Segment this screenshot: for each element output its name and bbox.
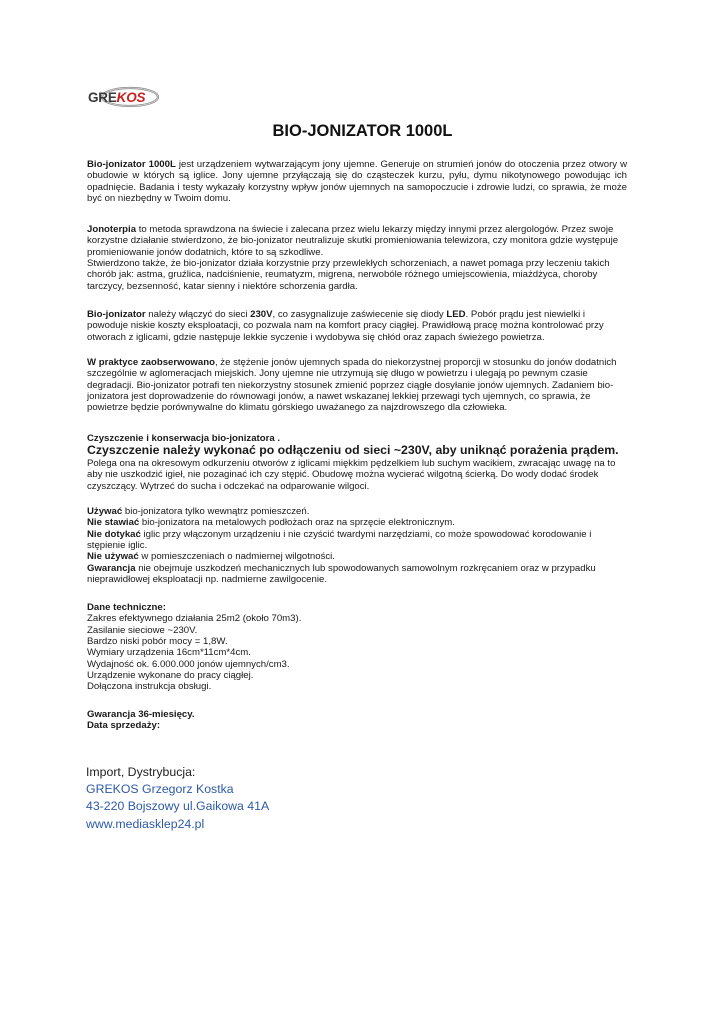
usage-line-2-bold: Nie stawiać (87, 517, 140, 529)
specs-heading: Dane techniczne: (87, 602, 166, 613)
intro-paragraph (87, 159, 627, 204)
usage-section (87, 506, 627, 585)
warranty-line-1: Gwarancja 36-miesięcy. (87, 709, 195, 720)
spec-item: Wymiary urządzenia 16cm*11cm*4cm. (87, 647, 251, 659)
jonoterpia-text-2: Stwierdzono także, że bio-jonizator działa korzystnie przy przewlekłych schorzeniach, a nawet pomaga przy leczeniu takich chorób jak: astma, gruźlica, nadciśnienie, reumatyzm, migrena, nerwobóle różnego umiejscowienia, miażdżyca, choroby tarczycy, bezsenność, katar sienny i niektóre schorzenia gardła. (87, 258, 610, 292)
usage-line-5-bold: Gwarancja (87, 562, 136, 574)
distributor-website[interactable]: www.mediasklep24.pl (86, 816, 205, 831)
power-bold-2: 230V (250, 309, 273, 320)
spec-item: Urządzenie wykonane do pracy ciągłej. (87, 670, 254, 682)
usage-line-4-bold: Nie używać (87, 551, 139, 563)
company-logo (86, 82, 162, 112)
usage-line-1-bold: Używać (87, 506, 123, 517)
intro-text: jest urządzeniem wytwarzającym jony ujemne. Generuje on strumień jonów do otoczenia przez otwory w obudowie w których są iglice. Jony ujemne przyłączają się do cząsteczek kurzu, pyłu, dymu nikotynowego powodując ich opadnięcie. Badania i testy wykazały korzystny wpływ jonów ujemnych na samopoczucie i zdrowie ludzi, co sprawia, że może być on niezbędny w Twoim domu. (87, 159, 627, 205)
power-text-1: należy włączyć do sieci (145, 309, 251, 320)
jonoterpia-bold: Jonoterpia (87, 224, 137, 235)
spec-item: Bardzo niski pobór mocy = 1,8W. (87, 636, 228, 648)
power-bold-3: LED (446, 309, 466, 320)
jonoterpia-paragraph (87, 224, 627, 292)
spec-item: Zasilanie sieciowe ~230V. (87, 624, 198, 636)
usage-line-1-text: bio-jonizatora tylko wewnątrz pomieszczeń. (122, 506, 310, 517)
usage-line-1 (87, 506, 627, 517)
jonoterpia-text-1: to metoda sprawdzona na świecie i zalecana przez wielu lekarzy między innymi przez alergologów. Przez swoje korzystne działanie stwierdzono, że bio-jonizator neutralizuje skutki promieniowania telewizora, czy monitora gdzie występuje promieniowanie jonów dodatnich, które to są szkodliwe. (87, 224, 619, 258)
usage-line-3-bold: Nie dotykać (87, 528, 141, 540)
spec-item: Zakres efektywnego działania 25m2 (około 70m3). (87, 613, 302, 625)
distributor-address: 43-220 Bojszowy ul.Gaikowa 41A (86, 799, 270, 814)
power-bold-1: Bio-jonizator (87, 309, 146, 320)
cleaning-warning: Czyszczenie należy wykonać po odłączeniu od sieci ~230V, aby uniknąć porażenia prądem. (87, 443, 619, 458)
power-text-2: , co zasygnalizuje zaświecenie się diody (272, 309, 447, 320)
usage-line-5 (87, 563, 627, 586)
sale-date-label: Data sprzedaży: (87, 720, 161, 732)
usage-line-2-text: bio-jonizatora na metalowych podłożach oraz na sprzęcie elektronicznym. (139, 517, 455, 529)
document-title: BIO-JONIZATOR 1000L (272, 122, 453, 140)
power-paragraph (87, 309, 627, 343)
practice-paragraph (87, 357, 627, 414)
distributor-label: Import, Dystrybucja: (86, 765, 196, 779)
practice-text: , że stężenie jonów ujemnych spada do niekorzystnej proporcji w stosunku do jonów dodatnich szczególnie w aglomeracjach miejskich. Jony ujemne nie utrzymują się długo w powietrzu i ulegają po pewnym czasie degradacji. Bio-jonizator potrafi ten niekorzystny stosunek zmienić poprzez ciągłe dosyłanie jonów ujemnych. Zadaniem bio-jonizatora jest doprowadzenie do równowagi jonów, a nawet wskazanej lekkiej przewagi tych ujemnych, co sprawia, że powietrze będzie porównywalne do klimatu górskiego uważanego za najzdrowszego dla człowieka. (87, 357, 617, 414)
logo-part-gre: GRE (88, 90, 117, 105)
usage-line-4 (87, 551, 627, 562)
usage-line-5-text: nie obejmuje uszkodzeń mechanicznych lub spowodowanych samowolnym rozkręcaniem oraz w przypadku nieprawidłowej eksploatacji np. nadmierne zawilgocenie. (87, 562, 596, 586)
specs-section (87, 602, 627, 693)
intro-bold: Bio-jonizator 1000L (87, 159, 176, 170)
cleaning-section (87, 433, 627, 492)
usage-line-2 (87, 517, 627, 528)
spec-item: Wydajność ok. 6.000.000 jonów ujemnych/cm3. (87, 658, 290, 670)
logo-text (88, 90, 145, 105)
warranty-section (87, 709, 627, 732)
spec-item: Dołączona instrukcja obsługi. (87, 681, 212, 693)
usage-line-4-text: w pomieszczeniach o nadmiernej wilgotności. (138, 551, 335, 563)
cleaning-text: Polega ona na okresowym odkurzeniu otworów z iglicami miękkim pędzelkiem lub suchym wacikiem, zwracając uwagę na to aby nie uszkodzić igieł, nie pozaginać ich czy stępić. Obudowę można wycierać wilgotną ścierką. Do wody dodać środek czyszczący. Wytrzeć do sucha i odczekać na odparowanie wilgoci. (87, 457, 616, 492)
practice-bold: W praktyce zaobserwowano (87, 357, 215, 368)
usage-line-3 (87, 529, 627, 552)
power-text-3: . Pobór prądu jest niewielki i powoduje niskie koszty eksploatacji, co pozwala nam na komfort pracy ciągłej. Prawidłową pracę można kontrolować przy otworach z iglicami, gdzie następuje lekkie syczenie i wydobywa się chłód oraz zapach świeżego powietrza. (87, 309, 604, 343)
usage-line-3-text: iglic przy włączonym urządzeniu i nie czyścić twardymi narzędziami, co może spowodować korodowanie i stępienie iglic. (87, 528, 592, 552)
distributor-footer (86, 764, 269, 833)
cleaning-heading: Czyszczenie i konserwacja bio-jonizatora . (87, 433, 280, 444)
distributor-company: GREKOS Grzegorz Kostka (86, 782, 234, 797)
logo-part-kos: KOS (116, 90, 146, 105)
